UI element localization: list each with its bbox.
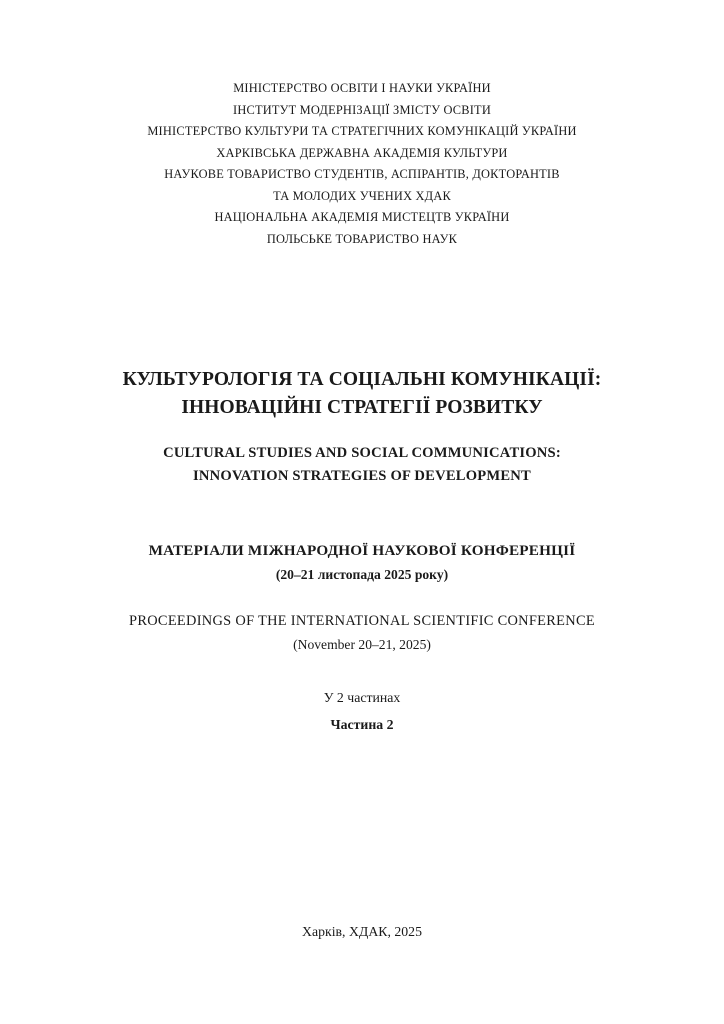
volume-info (84, 684, 640, 738)
proceedings-english-dates: (November 20–21, 2025) (293, 637, 431, 652)
page-title (84, 366, 640, 422)
affiliation-line: НАУКОВЕ ТОВАРИСТВО СТУДЕНТІВ, АСПІРАНТІВ, ДОКТОРАНТІВ (164, 167, 560, 181)
page-title-english (84, 442, 640, 488)
affiliation-line: ПОЛЬСЬКЕ ТОВАРИСТВО НАУК (266, 231, 458, 246)
page-title-line: ІННОВАЦІЙНІ СТРАТЕГІЇ РОЗВИТКУ (181, 397, 543, 418)
affiliation-line: ІНСТИТУТ МОДЕРНІЗАЦІЇ ЗМІСТУ ОСВІТИ (233, 102, 491, 117)
affiliation-line: МІНІСТЕРСТВО КУЛЬТУРИ ТА СТРАТЕГІЧНИХ КОМУНІКАЦІЙ УКРАЇНИ (147, 124, 577, 138)
page-title-english-line: INNOVATION STRATEGIES OF DEVELOPMENT (193, 468, 531, 484)
affiliations-block (84, 78, 640, 250)
volume-current: Частина 2 (330, 717, 394, 732)
proceedings-heading: МАТЕРІАЛИ МІЖНАРОДНОЇ НАУКОВОЇ КОНФЕРЕНЦІЇ (148, 542, 576, 559)
page-title-line: КУЛЬТУРОЛОГІЯ ТА СОЦІАЛЬНІ КОМУНІКАЦІЇ: (122, 369, 602, 390)
imprint: Харків, ХДАК, 2025 (302, 924, 422, 939)
volume-total: У 2 частинах (323, 690, 401, 705)
affiliation-line: НАЦІОНАЛЬНА АКАДЕМІЯ МИСТЕЦТВ УКРАЇНИ (214, 210, 510, 224)
proceedings-dates: (20–21 листопада 2025 року) (275, 567, 449, 582)
proceedings-english (84, 609, 640, 656)
proceedings-english-heading: PROCEEDINGS OF THE INTERNATIONAL SCIENTIFIC CONFERENCE (129, 613, 595, 629)
affiliation-line: ХАРКІВСЬКА ДЕРЖАВНА АКАДЕМІЯ КУЛЬТУРИ (216, 145, 508, 160)
proceedings-ukrainian (84, 538, 640, 587)
affiliation-line: МІНІСТЕРСТВО ОСВІТИ І НАУКИ УКРАЇНИ (233, 81, 491, 95)
affiliation-line: ТА МОЛОДИХ УЧЕНИХ ХДАК (273, 188, 451, 203)
page-title-english-line: CULTURAL STUDIES AND SOCIAL COMMUNICATIONS: (163, 445, 561, 461)
